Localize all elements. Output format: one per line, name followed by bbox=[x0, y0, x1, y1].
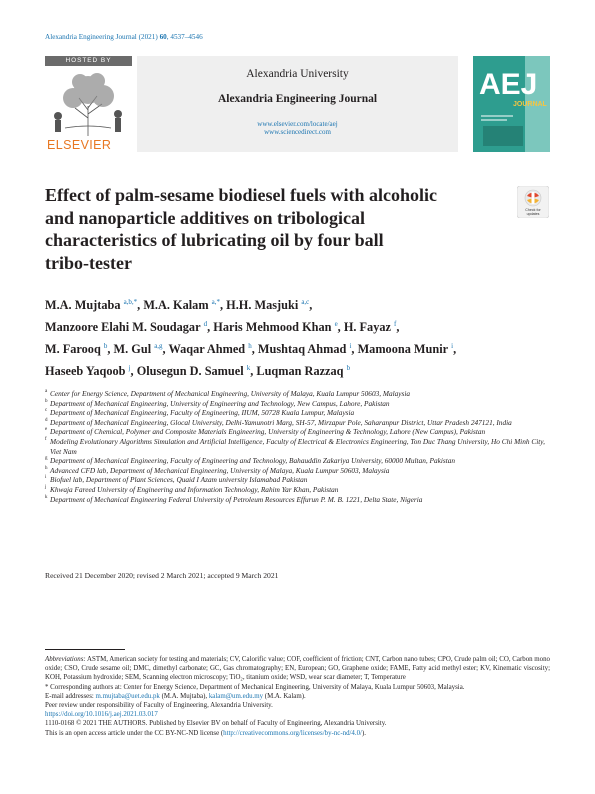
svg-text:Check for: Check for bbox=[525, 208, 541, 212]
journal-ref-pages: , 4537–4546 bbox=[166, 33, 203, 41]
crossmark-icon bbox=[517, 186, 549, 218]
author[interactable]: Manzoore Elahi M. Soudagar $^d$, bbox=[45, 320, 214, 334]
author[interactable]: Haseeb Yaqoob $^j$, bbox=[45, 364, 137, 378]
cover-letters: AEJ bbox=[479, 68, 538, 101]
author[interactable]: M. Farooq $^b$, bbox=[45, 342, 114, 356]
email-note: E-mail addresses: m.mujtaba@uet.edu.pk (M.A. Mujtaba), kalam@um.edu.my (M.A. Kalam). bbox=[45, 692, 306, 700]
cover-word: JOURNAL bbox=[513, 101, 547, 108]
journal-title-box bbox=[137, 56, 458, 152]
article-history: Received 21 December 2020; revised 2 March 2021; accepted 9 March 2021 bbox=[45, 571, 279, 580]
journal-cover-image[interactable] bbox=[473, 56, 550, 152]
affiliation: c Department of Mechanical Engineering, Faculty of Engineering, IIUM, 50728 Kuala Lumpur, Malaysia bbox=[45, 408, 355, 418]
journal-reference[interactable] bbox=[45, 33, 203, 41]
svg-text:updates: updates bbox=[526, 212, 540, 216]
author[interactable]: Luqman Razzaq $^b$ bbox=[256, 364, 351, 378]
elsevier-tree-icon bbox=[45, 68, 132, 138]
check-for-updates-badge[interactable] bbox=[517, 186, 549, 218]
hosted-by-label: HOSTED BY bbox=[45, 56, 132, 66]
affiliation: k Department of Mechanical Engineering Federal University of Petroleum Resources Effurun P. M. B. 1221, Delta State, Nigeria bbox=[45, 494, 423, 504]
affiliation: e Department of Chemical, Polymer and Composite Materials Engineering, University of Engineering & Technology, Lahore (New Campus), Pakistan bbox=[45, 427, 486, 437]
footnote-divider bbox=[45, 649, 125, 650]
abbreviations-note bbox=[45, 655, 550, 683]
author[interactable]: Mamoona Munir $^i$, bbox=[357, 342, 457, 356]
affiliation: a Center for Energy Science, Department of Mechanical Engineering, University of Malaya, Kuala Lumpur 50603, Malaysia bbox=[45, 389, 411, 398]
title-line: Effect of palm-sesame biodiesel fuels with alcoholic bbox=[45, 185, 437, 205]
author[interactable]: Waqar Ahmed $^h$, bbox=[168, 342, 258, 356]
title-line: and nanoparticle additives on tribological bbox=[45, 207, 366, 228]
author[interactable]: M. Gul $^{a,g}$, bbox=[113, 342, 169, 356]
abbreviations-label: Abbreviations: bbox=[45, 656, 86, 663]
author-list bbox=[45, 293, 545, 381]
affiliation: h Advanced CFD lab, Department of Mechanical Engineering, University of Malaya, Kuala Lumpur 50603, Malaysia bbox=[45, 465, 390, 475]
email-link-mujtaba[interactable]: m.mujtaba@uet.edu.pk bbox=[95, 692, 160, 700]
license-note: This is an open access article under the CC BY-NC-ND license (http://creativecommons.org/licenses/by-nc-nd/4.0/). bbox=[45, 729, 366, 737]
email-link-kalam[interactable]: kalam@um.edu.my bbox=[208, 692, 264, 700]
journal-url-sciencedirect[interactable]: www.sciencedirect.com bbox=[264, 128, 331, 136]
affiliation: i Biofuel lab, Department of Plant Sciences, Quaid I Azam university Islamabad Pakistan bbox=[45, 475, 308, 485]
elsevier-logo[interactable] bbox=[45, 68, 132, 152]
journal-cover-art bbox=[473, 56, 550, 152]
doi-link[interactable]: https://doi.org/10.1016/j.aej.2021.03.017 bbox=[45, 711, 158, 719]
affiliation: g Department of Mechanical Engineering, Faculty of Engineering and Technology, Bahauddin Zakariya University, 60000 Multan, Pakistan bbox=[45, 456, 456, 466]
author[interactable]: H.H. Masjuki $^{a,c}$, bbox=[226, 298, 313, 312]
peer-review-note: Peer review under responsibility of Faculty of Engineering, Alexandria University. bbox=[45, 702, 273, 710]
affiliation: j Khwaja Fareed University of Engineering and Information Technology, Rahim Yar Khan, Pakistan bbox=[45, 484, 339, 494]
university-name: Alexandria University bbox=[246, 68, 349, 80]
elsevier-wordmark: ELSEVIER bbox=[47, 138, 112, 152]
abbreviations-text: ASTM, American society for testing and materials; CV, Calorific value; COF, coefficient of friction; CNT, Carbon nano tubes; CPO, Crude palm oil; CO, Carbon mono oxide; CSO, Crude sesame oil; DMC, dimethyl carbonate; GC, Gas chromatography; EN, European; GO, Graphene oxide; FAME, Fatty acid methyl ester; KV, Kinematic viscosity; KOH, Potassium hydroxide; SEM, Scanning electron microscopy; TiO₂, titanium oxide; WSD, wear scar diameter; T, Temperature bbox=[45, 656, 550, 682]
affiliation: d Department of Mechanical Engineering, Glocal University, Delhi-Yamunotri Marg, SH-57, Mirzapur Pole, Saharanpur District, Uttar Pradesh 247121, India bbox=[45, 417, 512, 427]
corresponding-author-note: * Corresponding authors at: Center for Energy Science, Department of Mechanical Engineering, University of Malaya, Kuala Lumpur 50603, Malaysia. bbox=[45, 683, 465, 691]
author[interactable]: Haris Mehmood Khan $^e$, bbox=[213, 320, 344, 334]
journal-url-elsevier[interactable]: www.elsevier.com/locate/aej bbox=[257, 120, 338, 128]
journal-ref-prefix: Alexandria Engineering Journal (2021) bbox=[45, 33, 160, 41]
license-link[interactable]: http://creativecommons.org/licenses/by-nc-nd/4.0/ bbox=[223, 729, 362, 737]
author[interactable]: Olusegun D. Samuel $^k$, bbox=[136, 364, 257, 378]
affiliation: f Modeling Evolutionary Algorithms Simulation and Artificial Intelligence, Faculty of Electrical & Electronics Engineering, Ton Duc Thang University, Ho Chi Minh City, Viet Nam bbox=[45, 436, 545, 456]
journal-header bbox=[45, 56, 550, 152]
article-title bbox=[45, 184, 515, 274]
author[interactable]: M.A. Kalam $^{a,*}$, bbox=[143, 298, 227, 312]
title-line: tribo-tester bbox=[45, 252, 132, 273]
title-line: characteristics of lubricating oil by four ball bbox=[45, 230, 384, 250]
journal-ref-volume: 60 bbox=[159, 33, 167, 41]
journal-name: Alexandria Engineering Journal bbox=[217, 93, 378, 105]
affiliation-list bbox=[45, 389, 550, 504]
author[interactable]: M.A. Mujtaba $^{a,b,*}$, bbox=[45, 298, 144, 312]
author[interactable]: Mushtaq Ahmad $^i$, bbox=[257, 342, 358, 356]
author[interactable]: H. Fayaz $^f$, bbox=[343, 320, 400, 334]
footnotes bbox=[45, 655, 550, 738]
copyright-note: 1110-0168 © 2021 THE AUTHORS. Published by Elsevier BV on behalf of Faculty of Engineering, Alexandria University. bbox=[45, 720, 387, 728]
affiliation: b Department of Mechanical Engineering, University of Engineering and Technology, New Campus, Lahore, Pakistan bbox=[45, 398, 390, 408]
